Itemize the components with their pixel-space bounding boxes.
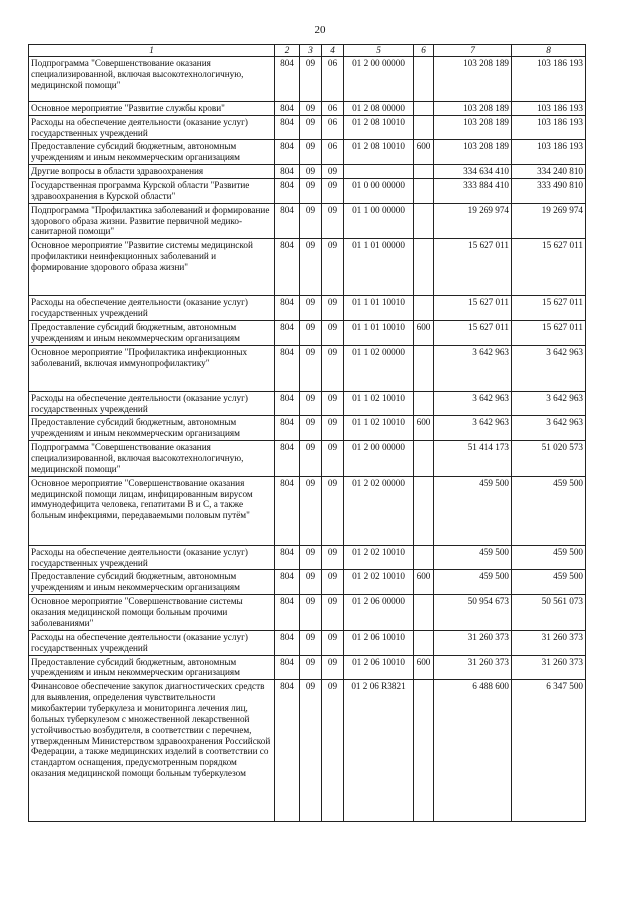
code-ministry: 804 <box>275 570 300 595</box>
code-expense-type <box>414 391 434 416</box>
amount-year-1: 103 208 189 <box>434 101 512 115</box>
code-expense-type: 600 <box>414 655 434 680</box>
code-subsection: 09 <box>322 630 344 655</box>
amount-year-1: 50 954 673 <box>434 595 512 631</box>
column-header: 3 <box>300 45 322 57</box>
row-name: Подпрограмма "Профилактика заболеваний и формирование здорового образа жизни. Развитие первичной медико-санитарной помощи" <box>29 203 275 239</box>
code-subsection: 09 <box>322 203 344 239</box>
row-name: Предоставление субсидий бюджетным, автономным учреждениям и иным некоммерческим организациям <box>29 140 275 165</box>
code-target: 01 2 08 10010 <box>344 140 414 165</box>
code-subsection: 09 <box>322 655 344 680</box>
code-section: 09 <box>300 655 322 680</box>
code-expense-type <box>414 165 434 179</box>
code-subsection: 06 <box>322 115 344 140</box>
code-ministry: 804 <box>275 56 300 101</box>
table-row <box>29 321 586 346</box>
table-row <box>29 391 586 416</box>
code-expense-type <box>414 441 434 477</box>
budget-table <box>28 44 586 822</box>
code-subsection: 06 <box>322 101 344 115</box>
table-row <box>29 655 586 680</box>
amount-year-1: 103 208 189 <box>434 56 512 101</box>
column-header: 8 <box>512 45 586 57</box>
table-row <box>29 476 586 545</box>
row-name: Расходы на обеспечение деятельности (оказание услуг) государственных учреждений <box>29 296 275 321</box>
code-subsection: 06 <box>322 140 344 165</box>
code-subsection: 09 <box>322 441 344 477</box>
code-expense-type <box>414 101 434 115</box>
code-expense-type: 600 <box>414 570 434 595</box>
code-expense-type <box>414 56 434 101</box>
code-expense-type <box>414 476 434 545</box>
code-ministry: 804 <box>275 441 300 477</box>
code-ministry: 804 <box>275 296 300 321</box>
column-header: 5 <box>344 45 414 57</box>
table-row <box>29 56 586 101</box>
row-name: Предоставление субсидий бюджетным, автономным учреждениям и иным некоммерческим организациям <box>29 321 275 346</box>
amount-year-1: 31 260 373 <box>434 630 512 655</box>
code-subsection: 09 <box>322 595 344 631</box>
code-section: 09 <box>300 441 322 477</box>
code-ministry: 804 <box>275 140 300 165</box>
amount-year-2: 103 186 193 <box>512 101 586 115</box>
code-section: 09 <box>300 345 322 391</box>
code-section: 09 <box>300 416 322 441</box>
code-section: 09 <box>300 115 322 140</box>
amount-year-2: 459 500 <box>512 570 586 595</box>
amount-year-2: 103 186 193 <box>512 56 586 101</box>
row-name: Предоставление субсидий бюджетным, автономным учреждениям и иным некоммерческим организациям <box>29 416 275 441</box>
code-section: 09 <box>300 179 322 204</box>
amount-year-1: 15 627 011 <box>434 296 512 321</box>
amount-year-1: 334 634 410 <box>434 165 512 179</box>
code-ministry: 804 <box>275 115 300 140</box>
code-subsection: 09 <box>322 680 344 822</box>
code-ministry: 804 <box>275 391 300 416</box>
code-subsection: 09 <box>322 165 344 179</box>
amount-year-1: 459 500 <box>434 570 512 595</box>
code-expense-type <box>414 545 434 570</box>
code-target: 01 2 06 10010 <box>344 630 414 655</box>
row-name: Предоставление субсидий бюджетным, автономным учреждениям и иным некоммерческим организациям <box>29 655 275 680</box>
column-header: 7 <box>434 45 512 57</box>
amount-year-2: 103 186 193 <box>512 140 586 165</box>
code-ministry: 804 <box>275 630 300 655</box>
code-subsection: 09 <box>322 179 344 204</box>
code-target: 01 2 02 10010 <box>344 545 414 570</box>
amount-year-1: 15 627 011 <box>434 239 512 296</box>
code-subsection: 09 <box>322 545 344 570</box>
code-target: 01 2 02 00000 <box>344 476 414 545</box>
code-target: 01 2 06 10010 <box>344 655 414 680</box>
code-expense-type <box>414 630 434 655</box>
code-ministry: 804 <box>275 203 300 239</box>
amount-year-1: 15 627 011 <box>434 321 512 346</box>
code-expense-type <box>414 345 434 391</box>
row-name: Предоставление субсидий бюджетным, автономным учреждениям и иным некоммерческим организациям <box>29 570 275 595</box>
code-subsection: 09 <box>322 296 344 321</box>
amount-year-1: 51 414 173 <box>434 441 512 477</box>
code-ministry: 804 <box>275 239 300 296</box>
code-ministry: 804 <box>275 345 300 391</box>
code-target: 01 2 06 00000 <box>344 595 414 631</box>
code-target: 01 1 01 10010 <box>344 321 414 346</box>
code-ministry: 804 <box>275 321 300 346</box>
row-name: Расходы на обеспечение деятельности (оказание услуг) государственных учреждений <box>29 115 275 140</box>
amount-year-2: 31 260 373 <box>512 655 586 680</box>
code-ministry: 804 <box>275 179 300 204</box>
amount-year-2: 3 642 963 <box>512 391 586 416</box>
column-header: 4 <box>322 45 344 57</box>
table-row <box>29 101 586 115</box>
code-section: 09 <box>300 165 322 179</box>
amount-year-1: 19 269 974 <box>434 203 512 239</box>
code-target: 01 2 08 10010 <box>344 115 414 140</box>
amount-year-1: 31 260 373 <box>434 655 512 680</box>
code-expense-type <box>414 203 434 239</box>
amount-year-1: 459 500 <box>434 476 512 545</box>
code-section: 09 <box>300 140 322 165</box>
amount-year-2: 333 490 810 <box>512 179 586 204</box>
code-section: 09 <box>300 296 322 321</box>
code-subsection: 09 <box>322 476 344 545</box>
amount-year-2: 50 561 073 <box>512 595 586 631</box>
table-row <box>29 179 586 204</box>
code-section: 09 <box>300 680 322 822</box>
code-expense-type <box>414 179 434 204</box>
page-number: 20 <box>314 24 326 36</box>
code-target: 01 1 02 10010 <box>344 416 414 441</box>
code-target: 01 1 02 00000 <box>344 345 414 391</box>
amount-year-1: 333 884 410 <box>434 179 512 204</box>
code-expense-type <box>414 115 434 140</box>
table-row <box>29 595 586 631</box>
code-section: 09 <box>300 203 322 239</box>
amount-year-1: 3 642 963 <box>434 345 512 391</box>
code-target: 01 1 02 10010 <box>344 391 414 416</box>
code-ministry: 804 <box>275 655 300 680</box>
amount-year-1: 459 500 <box>434 545 512 570</box>
code-target: 01 2 02 10010 <box>344 570 414 595</box>
amount-year-2: 334 240 810 <box>512 165 586 179</box>
code-ministry: 804 <box>275 595 300 631</box>
code-subsection: 09 <box>322 345 344 391</box>
table-row <box>29 630 586 655</box>
table-row <box>29 680 586 822</box>
row-name: Расходы на обеспечение деятельности (оказание услуг) государственных учреждений <box>29 630 275 655</box>
amount-year-2: 31 260 373 <box>512 630 586 655</box>
amount-year-2: 3 642 963 <box>512 416 586 441</box>
code-subsection: 09 <box>322 239 344 296</box>
code-ministry: 804 <box>275 476 300 545</box>
row-name: Основное мероприятие "Совершенствование оказания медицинской помощи лицам, инфицированным вирусом иммунодефицита человека, гепатитами В и С, а также больным инфекциями, передаваемыми половым путём" <box>29 476 275 545</box>
amount-year-2: 51 020 573 <box>512 441 586 477</box>
code-expense-type: 600 <box>414 416 434 441</box>
code-expense-type <box>414 239 434 296</box>
code-subsection: 09 <box>322 321 344 346</box>
table-row <box>29 441 586 477</box>
code-section: 09 <box>300 56 322 101</box>
code-section: 09 <box>300 545 322 570</box>
row-name: Расходы на обеспечение деятельности (оказание услуг) государственных учреждений <box>29 545 275 570</box>
code-target: 01 2 08 00000 <box>344 101 414 115</box>
code-subsection: 09 <box>322 570 344 595</box>
amount-year-2: 3 642 963 <box>512 345 586 391</box>
code-subsection: 09 <box>322 391 344 416</box>
code-ministry: 804 <box>275 416 300 441</box>
amount-year-1: 3 642 963 <box>434 416 512 441</box>
code-section: 09 <box>300 101 322 115</box>
code-target: 01 1 00 00000 <box>344 203 414 239</box>
amount-year-2: 19 269 974 <box>512 203 586 239</box>
table-row <box>29 570 586 595</box>
row-name: Государственная программа Курской области "Развитие здравоохранения в Курской области" <box>29 179 275 204</box>
code-section: 09 <box>300 321 322 346</box>
row-name: Расходы на обеспечение деятельности (оказание услуг) государственных учреждений <box>29 391 275 416</box>
amount-year-1: 3 642 963 <box>434 391 512 416</box>
code-target: 01 0 00 00000 <box>344 179 414 204</box>
amount-year-2: 459 500 <box>512 476 586 545</box>
table-row <box>29 545 586 570</box>
code-section: 09 <box>300 476 322 545</box>
column-header: 1 <box>29 45 275 57</box>
code-target: 01 2 00 00000 <box>344 441 414 477</box>
code-expense-type <box>414 595 434 631</box>
code-target: 01 1 01 00000 <box>344 239 414 296</box>
amount-year-2: 459 500 <box>512 545 586 570</box>
header-row <box>29 45 586 57</box>
code-subsection: 06 <box>322 56 344 101</box>
code-expense-type: 600 <box>414 140 434 165</box>
amount-year-1: 103 208 189 <box>434 115 512 140</box>
code-section: 09 <box>300 391 322 416</box>
code-ministry: 804 <box>275 545 300 570</box>
row-name: Основное мероприятие "Развитие службы крови" <box>29 101 275 115</box>
row-name: Основное мероприятие "Совершенствование системы оказания медицинской помощи больным прочими заболеваниями" <box>29 595 275 631</box>
table-row <box>29 165 586 179</box>
amount-year-1: 6 488 600 <box>434 680 512 822</box>
amount-year-2: 6 347 500 <box>512 680 586 822</box>
amount-year-1: 103 208 189 <box>434 140 512 165</box>
table-row <box>29 115 586 140</box>
column-header: 6 <box>414 45 434 57</box>
code-section: 09 <box>300 570 322 595</box>
amount-year-2: 15 627 011 <box>512 321 586 346</box>
code-section: 09 <box>300 630 322 655</box>
code-target: 01 1 01 10010 <box>344 296 414 321</box>
code-ministry: 804 <box>275 101 300 115</box>
row-name: Подпрограмма "Совершенствование оказания специализированной, включая высокотехнологичную, медицинской помощи" <box>29 441 275 477</box>
table-row <box>29 416 586 441</box>
row-name: Другие вопросы в области здравоохранения <box>29 165 275 179</box>
row-name: Подпрограмма "Совершенствование оказания специализированной, включая высокотехнологичную, медицинской помощи" <box>29 56 275 101</box>
table-row <box>29 296 586 321</box>
table-row <box>29 345 586 391</box>
code-ministry: 804 <box>275 680 300 822</box>
table-row <box>29 239 586 296</box>
code-subsection: 09 <box>322 416 344 441</box>
table-row <box>29 140 586 165</box>
code-expense-type <box>414 296 434 321</box>
table-row <box>29 203 586 239</box>
row-name: Основное мероприятие "Профилактика инфекционных заболеваний, включая иммунопрофилактику" <box>29 345 275 391</box>
code-ministry: 804 <box>275 165 300 179</box>
row-name: Финансовое обеспечение закупок диагностических средств для выявления, определения чувствительности микобактерии туберкулеза и мониторинга лечения лиц, больных туберкулезом с множественной лекарственной устойчивостью возбудителя, в соответствии с перечнем, утвержденным Министерством здравоохранения Российской Федерации, а также медицинских изделий в соответствии со стандартом оснащения, предусмотренным порядком оказания медицинской помощи больным туберкулезом <box>29 680 275 822</box>
code-expense-type <box>414 680 434 822</box>
code-target: 01 2 00 00000 <box>344 56 414 101</box>
code-target: 01 2 06 R3821 <box>344 680 414 822</box>
code-section: 09 <box>300 595 322 631</box>
amount-year-2: 15 627 011 <box>512 296 586 321</box>
amount-year-2: 103 186 193 <box>512 115 586 140</box>
code-expense-type: 600 <box>414 321 434 346</box>
amount-year-2: 15 627 011 <box>512 239 586 296</box>
column-header: 2 <box>275 45 300 57</box>
code-section: 09 <box>300 239 322 296</box>
row-name: Основное мероприятие "Развитие системы медицинской профилактики неинфекционных заболеваний и формирование здорового образа жизни" <box>29 239 275 296</box>
code-target <box>344 165 414 179</box>
